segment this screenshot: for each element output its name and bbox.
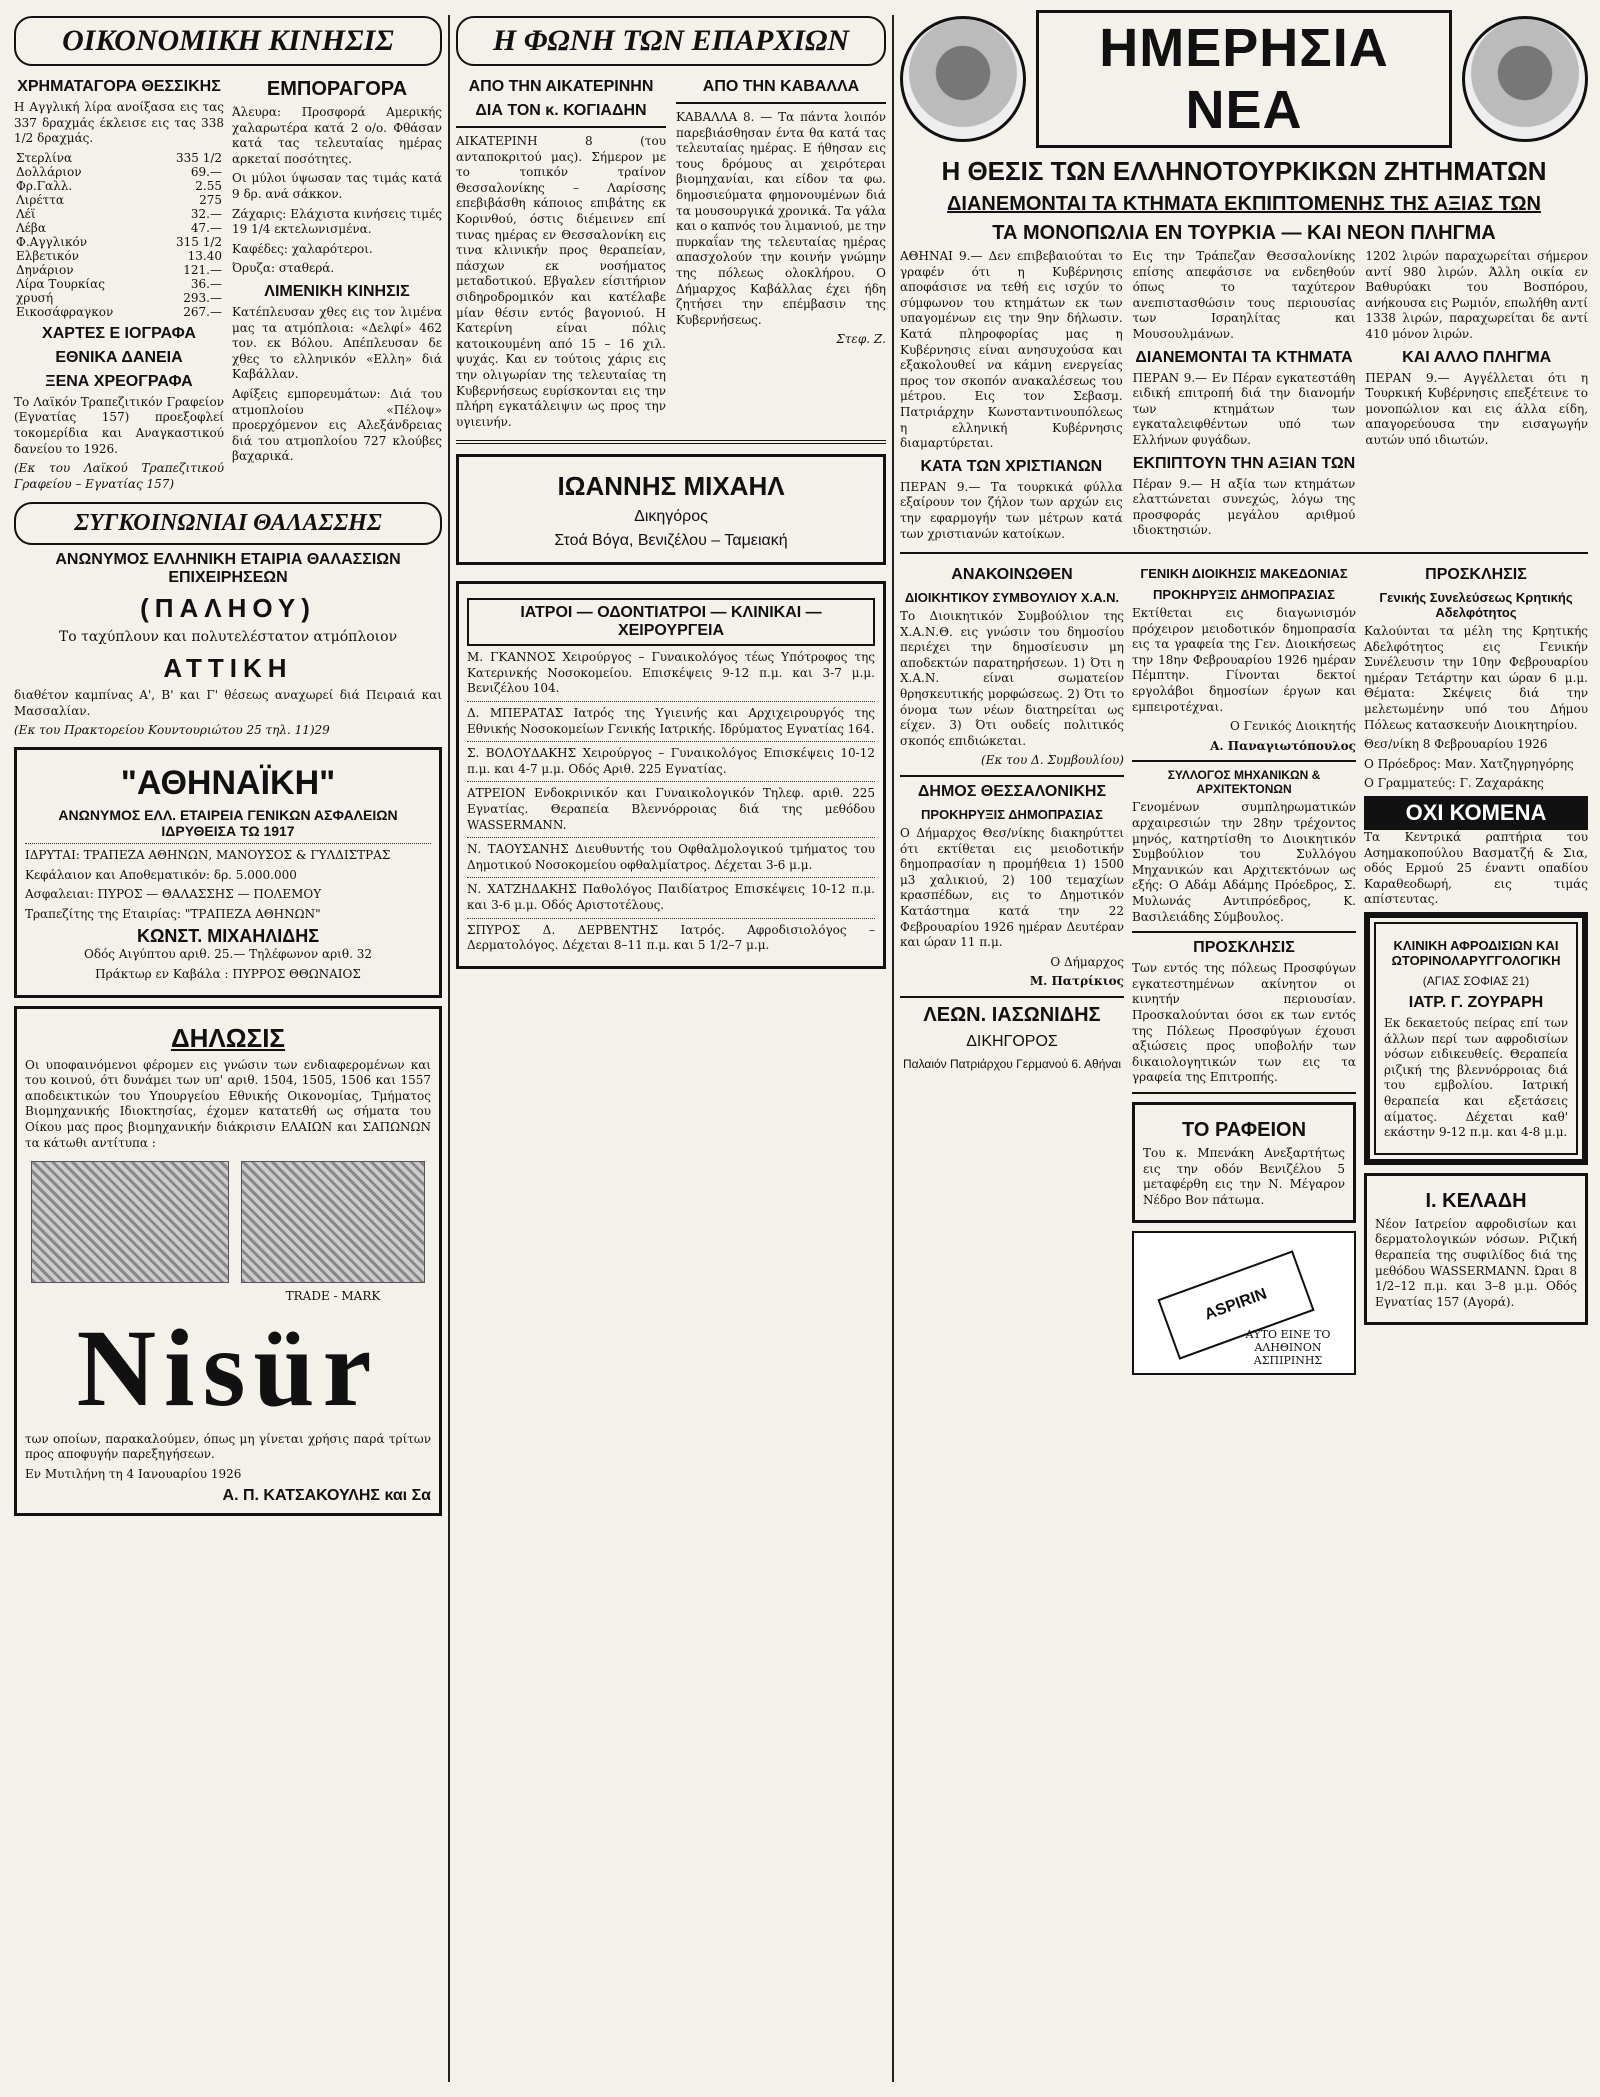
list-item: Ν. ΧΑΤΖΗΔΑΚΗΣ Παθολόγος Παιδίατρος Επισκέψεις 10-12 π.μ. και 3-6 μ.μ. Οδός Αριστοτέλους. (467, 882, 875, 912)
aspirin-ad (1132, 1231, 1356, 1375)
declaration-title: ΔΗΛΩΣΙΣ (170, 1022, 286, 1053)
announcement-subtitle: ΔΙΟΙΚΗΤΙΚΟΥ ΣΥΜΒΟΥΛΙΟΥ Χ.Α.Ν. (904, 590, 1120, 606)
trade-mark-label: TRADE - MARK (285, 1289, 381, 1304)
engineers-text: Γενομένων συμπληρωματικών αρχαιρεσιών την 28ην τρέχοντος μηνός, κατηρτίσθη το Διοικητικόν Συμβούλιον του Συλλόγου Μηχανικών και Αρχιτεκτόνων ως εξής: Ο Αδάμ Αδάμης Πρόεδρος, Σ. Μυλωνάς Αντιπρόεδρος, Κ. Βασιλειάδης Σύμβουλος. (1132, 800, 1356, 924)
table-row: Λιρέττα 275 (16, 192, 222, 207)
invitation-text: Των εντός της πόλεως Προσφύγων εγκατεστημένων ακίνητον οι κινητήν περιουσίαν. Προσκαλούνται όσοι εκ των εντός της Πόλεως Προσφύγων έχουσι αξιώσεις προς υποβολήν των δικαιολογητικών των εις τα γραφεία της Επιτροπής. (1132, 961, 1356, 1085)
table-row: Φ.Αγγλικόν 315 1/2 (16, 234, 222, 249)
list-item: Μ. ΓΚΑΝΝΟΣ Χειρούργος – Γυναικολόγος τέως Υπότροφος της Κατερινκής Νοσοκομείου. Επισκέψεις 9-12 π.μ. και 3-7 μ.μ. Βενιζέλου 104. (467, 650, 875, 696)
clinic-ad (1364, 912, 1588, 1165)
section-text: ΠΕΡΑΝ 9.— Τα τουρκικά φύλλα εξαίρουν τον ζήλον των αρχών εις την εφαρμογήν των μέτρων κατά των χριστιανών κατοίκων. (900, 479, 1123, 541)
lawyer-address: Στοά Βόγα, Βενιζέλου – Ταμειακή (554, 532, 788, 550)
section-title: ΔΙΑΝΕΜΟΝΤΑΙ ΤΑ ΚΤΗΜΑΤΑ (1135, 348, 1353, 366)
lawyer2-title: ΔΙΚΗΓΟΡΟΣ (966, 1032, 1058, 1050)
shipping-company: ΑΝΩΝΥΜΟΣ ΕΛΛΗΝΙΚΗ ΕΤΑΙΡΙΑ ΘΑΛΑΣΣΙΩΝ ΕΠΙΧΕΙΡΗΣΕΩΝ (55, 551, 401, 587)
convention-subtitle: Γενικής Συνελεύσεως Κρητικής Αδελφότητος (1379, 590, 1573, 621)
shipping-details: διαθέτον καμπίνας Α', Β' και Γ' θέσεως αναχωρεί διά Πειραιά και Μασσαλίαν. (14, 688, 442, 718)
macedonia-text: Εκτίθεται εις διαγωνισμόν πρόχειρον μειοδοτικόν δημοπρασία εις τα γραφεία της Γεν. Διοικήσεως την 18ην Φεβρουαρίου 1926 ημέραν Πέμπτην. Γίνονται δεκτοί εργολάβοι δημοσίων έργων και εμπειροτέχναι. (1132, 606, 1356, 714)
lawyer2-name: ΛΕΩΝ. ΙΑΣΩΝΙΔΗΣ (923, 1003, 1101, 1026)
section-text: 1202 λιρών παραχωρείται σήμερον αντί 980 λιρών. Άλλη οικία εν Βαθυρύακι του Βοσπόρου, ανήκουσα εις Ρωμιόν, επωλήθη αντί 1338 λιρών, παραχωρείται δε αντί 410 μόνον λιρών. (1365, 249, 1588, 341)
insurance-founded: ΙΔΡΥΘΕΙΣΑ ΤΩ 1917 (161, 823, 295, 840)
provinces-banner: Η ΦΩΝΗ ΤΩΝ ΕΠΑΡΧΙΩΝ (456, 16, 886, 66)
declaration-signature: Α. Π. ΚΑΤΣΑΚΟΥΛΗΣ και Σα (222, 1486, 431, 1504)
market-section (14, 72, 224, 496)
commerce-text: Όρυζα: σταθερά. (232, 261, 335, 276)
table-row: Στερλίνα 335 1/2 (16, 150, 222, 165)
lawyer-title: Δικηγόρος (634, 508, 708, 526)
bank-note: Το Λαϊκόν Τραπεζιτικόν Γραφείον (Εγνατίας 157) προεξοφλεί τοκομερίδια και Αναγκαστικού δανείου το 1926. (14, 394, 224, 456)
section-text: Εις την Τράπεζαν Θεσσαλονίκης επίσης απεφάσισε να ενδεηθούν όπως το ταχύτερον ανεπιστασθώσιν τους περιουσίας των Ισραηλίτας και Μουσουλμάνων. (1132, 249, 1356, 341)
invitation-title: ΠΡΟΣΚΛΗΣΙΣ (1193, 939, 1295, 957)
convention-president: Ο Πρόεδρος: Μαν. Χατζηγρηγόρης (1364, 756, 1574, 771)
insurance-ad (14, 747, 442, 998)
list-item: Σ. ΒΟΛΟΥΔΑΚΗΣ Χειρούργος – Γυναικολόγος Επισκέψεις 10-12 π.μ. και 4-7 μ.μ. Οδός Αριθ. 225 Εγνατίας. (467, 746, 875, 776)
municipal-title: ΔΗΜΟΣ ΘΕΣΣΑΛΟΝΙΚΗΣ (917, 783, 1107, 801)
commerce-title: ΕΜΠΟΡΑΓΟΡΑ (266, 78, 408, 100)
shipping-source: (Εκ του Πρακτορείου Κουντουριώτου 25 τηλ. 11)29 (14, 723, 330, 738)
list-item: Ν. ΤΑΟΥΣΑΝΗΣ Διευθυντής του Οφθαλμολογικού τμήματος του Δημοτικού Νοσοκομείου οφθαλμίατρος. Δέχεται 3-6 μ.μ. (467, 842, 875, 872)
lawyer2-address: Παλαιόν Πατριάρχου Γερμανού 6. Αθήναι (902, 1056, 1122, 1071)
table-row: Εικοσάφραγκον 267.— (16, 304, 222, 319)
clinic-text: Εκ δεκαετούς πείρας επί των άλλων περί των αφροδισίων νόσων ειδικευθείς. Θεραπεία ριζική της βλεννόρροιας διά του εμβολίου. Ιατρική θεραπεία και εξετάσεις αίματος. Δέχεται καθ' εκάστην 9-12 π.μ. και 4-8 μ.μ. (1384, 1016, 1568, 1140)
commerce-text: Οι μύλοι ύψωσαν τας τιμάς κατά 9 δρ. ανά σάκκον. (232, 171, 442, 201)
katerini-subtitle: ΔΙΑ ΤΟΝ κ. ΚΟΓΙΑΔΗΝ (475, 102, 647, 119)
lawyer-name: ΙΩΑΝΝΗΣ ΜΙΧΑΗΛ (557, 471, 785, 502)
main-headline: Η ΘΕΣΙΣ ΤΩΝ ΕΛΛΗΝΟΤΟΥΡΚΙΚΩΝ ΖΗΤΗΜΑΤΩΝ (941, 156, 1547, 186)
macedonia-title: ΓΕΝΙΚΗ ΔΙΟΙΚΗΣΙΣ ΜΑΚΕΔΟΝΙΑΣ (1140, 566, 1348, 582)
insurance-address: Οδός Αιγύπτου αριθ. 25.— Τηλέφωνον αριθ. 32 (84, 947, 372, 962)
announcement-text: Το Διοικητικόν Συμβούλιον της Χ.Α.Ν.Θ. εις γνώσιν του δημοσίου περιέχει την δημοσίευσιν μη αποδεκτών παρατηρήσεων. 1) Ότι η Χ.Α.Ν. είναι σωματείον θρησκευτικής μορφώσεως. 2) Ότι το όνομα των νέων διατηρείται ως είχεν. 3) Ότι ουδείς πολιτικός σκοπός επιδιώκεται. (900, 609, 1124, 748)
insurance-capital: Κεφάλαιον και Αποθεματικόν: δρ. 5.000.000 (25, 867, 297, 882)
tailor-title: ΤΟ ΡΑΦΕΙΟΝ (1181, 1118, 1307, 1141)
harbor-title: ΛΙΜΕΝΙΚΗ ΚΙΝΗΣΙΣ (264, 282, 410, 300)
tailor-text: Του κ. Μπενάκη Ανεξαρτήτως εις την οδόν Βενιζέλου 5 μεταφέρθη εις την Ν. Μέγαρον Νέδρο Βον πάτωμα. (1143, 1145, 1345, 1207)
table-row: Λέϊ 32.— (16, 206, 222, 221)
convention-title: ΠΡΟΣΚΛΗΣΙΣ (1425, 566, 1527, 584)
harbor-text: Κατέπλευσαν χθες εις τον λιμένα μας τα ατμόπλοια: «Δελφί» 462 τον. εκ Βόλου. Απέπλευσαν δε χθες το ελληνικόν «Ελλη» διά Καβάλλαν. (232, 304, 442, 382)
column-divider (448, 15, 450, 2082)
list-item: ΑΤΡΕΙΟΝ Ενδοκρινικόν και Γυναικολογικόν Τηλεφ. αριθ. 225 Εγνατίας. Θεραπεία Βλεννόρροιας διά της μεθόδου WASSERMANN. (467, 786, 875, 832)
market-title: ΧΡΗΜΑΤΑΓΟΡΑ ΘΕΣΣΙΚΗΣ (17, 78, 221, 95)
municipal-name: Μ. Πατρίκιος (1029, 974, 1124, 989)
keladi-ad (1364, 1173, 1588, 1326)
clinic-address: (ΑΓΙΑΣ ΣΟΦΙΑΣ 21) (1422, 974, 1530, 988)
insurance-types: Ασφαλειαι: ΠΥΡΟΣ — ΘΑΛΑΣΣΗΣ — ΠΟΛΕΜΟΥ (25, 887, 322, 902)
section-text: Πέραν 9.— Η αξία των κτημάτων ελαττώνεται συνεχώς, λόγω της προσφοράς μεγάλου αριθμού ιδιοκτησιών. (1132, 476, 1356, 538)
insurance-sub: ΑΝΩΝΥΜΟΣ ΕΛΛ. ΕΤΑΙΡΕΙΑ ΓΕΝΙΚΩΝ ΑΣΦΑΛΕΙΩΝ (58, 807, 398, 824)
column-main (900, 10, 1588, 2087)
bonds-title: ΧΑΡΤΕΣ Ε ΙΟΓΡΑΦΑ (42, 324, 196, 342)
table-row: Λέβα 47.— (16, 220, 222, 235)
katerini-title: ΑΠΟ ΤΗΝ ΑΙΚΑΤΕΡΙΝΗΝ (468, 78, 654, 95)
loans-title: ΕΘΝΙΚΑ ΔΑΝΕΙΑ (55, 348, 183, 366)
column-provinces (456, 10, 886, 2087)
insurance-agent: ΚΩΝΣΤ. ΜΙΧΑΗΛΙΔΗΣ (137, 926, 319, 947)
municipal-signature: Ο Δήμαρχος (1050, 954, 1124, 969)
section-text: ΠΕΡΑΝ 9.— Εν Πέραν εγκατεστάθη ειδική επιτροπή διά την διανομήν των κτημάτων των εγκαταλειφθέντων υπό των Ελλήνων φυγάδων. (1132, 370, 1356, 447)
keladi-title: Ι. ΚΕΛΑΔΗ (1425, 1189, 1527, 1212)
lawyer-ad (456, 454, 886, 565)
right-ads-section (1364, 560, 1588, 1375)
municipal-subtitle: ΠΡΟΚΗΡΥΞΙΣ ΔΗΜΟΠΡΑΣΙΑΣ (921, 807, 1103, 823)
doctors-directory (456, 581, 886, 969)
insurance-founders: ΙΔΡΥΤΑΙ: ΤΡΑΠΕΖΑ ΑΘΗΝΩΝ, ΜΑΝΟΥΣΟΣ & ΓΥΛΔΙΣΤΡΑΣ (25, 848, 391, 863)
clinic-title: ΚΛΙΝΙΚΗ ΑΦΡΟΔΙΣΙΩΝ ΚΑΙ ΩΤΟΡΙΝΟΛΑΡΥΓΓΟΛΟΓΙΚΗ (1391, 938, 1561, 968)
convention-text: Καλούνται τα μέλη της Κρητικής Αδελφότητος εις Γενικήν Συνέλευσιν την 10ην Φεβρουαρίου ημέραν Τετάρτην και ώραν 6 μ.μ. Θέματα: Σκέψεις διά την μελετωμένην υπό του Δήμου Πόλεως κατασκευήν Διοικητηρίου. (1364, 624, 1588, 732)
list-item: Δ. ΜΠΕΡΑΤΑΣ Ιατρός της Υγιεινής και Αρχιχειρουργός της Εθνικής Νοσοκομείων Γενικής Ιατρικής. Ιδρύματος Εγνατίας 164. (467, 706, 875, 736)
municipal-text: Ο Δήμαρχος Θεσ/νίκης διακηρύττει ότι εκτίθεται εις μειοδοτικήν δημοπρασίαν η προμήθεια 1) 1500 μ3 χαλικιού, 2) 100 τεμαχίων κρασπέδων, εις το Δημοτικόν Κατάστημα κατά την 22 Φεβρουαρίου 1926 ημέραν Δευτέραν και ώραν 11 π.μ. (900, 826, 1124, 950)
column-divider (892, 15, 894, 2082)
tailor-ad (1132, 1102, 1356, 1223)
announcement-signature: (Εκ του Δ. Συμβουλίου) (981, 753, 1124, 768)
masthead: ΗΜΕΡΗΣΙΑ ΝΕΑ (1036, 10, 1452, 148)
not-comma-text: Τα Κεντρικά ραπτήρια του Ασημακοπούλου Βασματζή & Σια, οδός Ερμού 25 έναντι οπαδίου Καραθεοδωρή, εις τιμάς απίστευτας. (1364, 830, 1588, 907)
sub-headline: ΤΑ ΜΟΝΟΠΩΛΙΑ ΕΝ ΤΟΥΡΚΙΑ — ΚΑΙ ΝΕΟΝ ΠΛΗΓΜΑ (992, 222, 1496, 244)
insurance-name: "ΑΘΗΝΑΪΚΗ" (120, 764, 336, 803)
kavala-text: ΚΑΒΑΛΛΑ 8. — Τα πάντα λοιπόν παρεβιάσθησαν έντα θα κατά τας τελευταίας ημέρας. Ε ήθησαν εις τους δρόμους αι χειρότεραι βιομηχανίαι, και είδον τα φω. δημοσιεύματα φημονουμένων διά τα μουσουργικά χρονικά. Τα γάλα και ο καπνός του λιμανιού, με την πυρκαΐαν της τελευταίας ημέρας απασχολούν την κοινήν γνώμην της πόλεως ολοκλήρου. Ο Δήμαρχος Καβάλλας έχει ήδη ζητήσει την επέμβασιν της Κυβερνήσεως. (676, 110, 886, 327)
philip-emblem-image (900, 16, 1026, 142)
sub-headline: ΔΙΑΝΕΜΟΝΤΑΙ ΤΑ ΚΤΗΜΑΤΑ ΕΚΠΙΠΤΟΜΕΝΗΣ ΤΗΣ ΑΞΙΑΣ ΤΩΝ (947, 193, 1541, 215)
lion-logo-image (31, 1161, 229, 1283)
convention-date: Θεσ/νίκη 8 Φεβρουαρίου 1926 (1364, 737, 1548, 752)
insurance-bank: Τραπεζίτης της Εταιρίας: "ΤΡΑΠΕΖΑ ΑΘΗΝΩΝ" (25, 906, 321, 921)
shares-title: ΞΕΝΑ ΧΡΕΟΓΡΑΦΑ (45, 372, 193, 390)
macedonia-section (1132, 560, 1356, 1375)
bank-note-source: (Εκ του Λαϊκού Τραπεζιτικού Γραφείου – Εγνατίας 157) (14, 461, 224, 491)
section-text: ΠΕΡΑΝ 9.— Αγγέλλεται ότι η Τουρκική Κυβέρνησις επεξέτεινε το μονοπώλιον και εις άλλα είδη, απαγορεύουσα την εισαγωγήν αυτών υπό ιδιωτών. (1365, 370, 1588, 447)
convention-secretary: Ο Γραμματεύς: Γ. Ζαχαράκης (1364, 776, 1544, 791)
nisur-brand: Nisür (76, 1306, 380, 1429)
aspirin-box: ASPIRIN (1157, 1251, 1314, 1360)
kavala-title: ΑΠΟ ΤΗΝ ΚΑΒΑΛΛΑ (702, 78, 860, 95)
macedonia-signature: Ο Γενικός Διοικητής (1230, 719, 1356, 734)
section-title: ΚΑΤΑ ΤΩΝ ΧΡΙΣΤΙΑΝΩΝ (920, 457, 1103, 475)
commerce-text: Καφέδες: χαλαρότεροι. (232, 241, 373, 256)
clinic-doctor: ΙΑΤΡ. Γ. ΖΟΥΡΑΡΗ (1408, 994, 1544, 1011)
currency-table (14, 151, 224, 319)
table-row: Ελβετικόν 13.40 (16, 248, 222, 263)
declaration-date: Εν Μυτιλήνη τη 4 Ιανουαρίου 1926 (25, 1466, 242, 1481)
katerini-text: ΑΙΚΑΤΕΡΙΝΗ 8 (του ανταποκριτού μας). Σήμερον με το τοπικόν τραίνον Θεσσαλονίκης – Λαρίσσης επεβιβάσθη κάποιος επιβάτης εκ Κορινθού, όστις διέμεινεν επί τινας ημέρας εν Θεσσαλονίκη εις τινα κλινικήν προς θεραπείαν, πάσχων εκ νοσήματος μεταδοτικού. Εβγαλεν είσιτήριον σιδηροδρομικόν και κατέλαβε μίαν θέσιν εντός βαγονιού. Η Κατερίνη είναι πόλις κατοικουμένη από 15 – 16 χιλ. ψυχάς. Και εν τούτοις χάρις εις την ολιγωρίαν της τελευταίας τη Κυβερνήσεως ευρίσκονται εις την πλήρη εγκατάλειψιν ως προς την υγιεινήν. (456, 134, 666, 429)
table-row: Δολλάριον 69.— (16, 164, 222, 179)
doctors-title: ΙΑΤΡΟΙ — ΟΔΟΝΤΙΑΤΡΟΙ — ΚΛΙΝΙΚΑΙ — ΧΕΙΡΟΥΡΓΕΙΑ (467, 598, 875, 646)
macedonia-name: Α. Παναγιωτόπουλος (1210, 738, 1356, 753)
announcement-section (900, 560, 1124, 1375)
economic-banner: ΟΙΚΟΝΟΜΙΚΗ ΚΙΝΗΣΙΣ (14, 16, 442, 66)
article-signature: Στεφ. Ζ. (836, 332, 886, 347)
declaration-text: Οι υποφαινόμενοι φέρομεν εις γνώσιν των ενδιαφερομένων και του κοινού, ότι δυνάμει των υπ' αριθ. 1504, 1505, 1506 και 1557 αποδεικτικών του Υπουργείου Εθνικής Οικονομίας, Τμήματος Βιομηχανικής Ιδιοκτησίας, έχομεν κατατεθή ως σήματα του Οίκου μας προς βιομηχανικήν διάκρισιν ΕΛΑΙΩΝ και ΣΑΠΩΝΩΝ τα κάτωθι αντίτυπα : (25, 1057, 431, 1150)
lion-logo-image (241, 1161, 425, 1283)
commerce-section (232, 72, 442, 496)
commerce-text: Ζάχαρις: Ελάχιστα κινήσεις τιμές 19 1/4 εκτελωνισμένα. (232, 206, 442, 237)
declaration-footer: των οποίων, παρακαλούμεν, όπως μη γίνεται χρήσις παρά τρίτων προς αποφυγήν παρεξηγήσεων. (25, 1431, 431, 1462)
shipping-text: Το ταχύπλουν και πολυτελέστατον ατμόπλοιον (58, 629, 398, 646)
shipping-brand: (ΠΑΛΗΟΥ) (140, 593, 316, 624)
table-row: χρυσή 293.— (16, 290, 222, 305)
shipping-banner: ΣΥΓΚΟΙΝΩΝΙΑΙ ΘΑΛΑΣΣΗΣ (14, 502, 442, 545)
lead-text: ΑΘΗΝΑΙ 9.— Δεν επιβεβαιούται το γραφέν ότι η Κυβέρνησις αποφάσισε να τεθή εις ισχύν το σύμφωνον του κτημάτων εκ των υπαγομένων εις την 9ην δήλωσιν. Κατά πληροφορίας μας η Κυβέρνησις είναι ανησυχούσα και εξακολουθεί να κάμνη ενεργείας προς τον σκοπόν ανακαλέσεως του μέτρου. Εις τον Σεβασμ. Πατριάρχην Κωνσταντινουπόλεως η ελληνική Κυβέρνησις διαμαρτύρεται. (900, 249, 1123, 451)
table-row: Φρ.Γαλλ. 2.55 (16, 178, 222, 193)
alexander-emblem-image (1462, 16, 1588, 142)
ship-name: ΑΤΤΙΚΗ (163, 653, 293, 684)
section-title: ΕΚΠΙΠΤΟΥΝ ΤΗΝ ΑΞΙΑΝ ΤΩΝ (1132, 454, 1356, 472)
aspirin-caption: ΑΥΤΟ ΕΙΝΕ ΤΟ ΑΛΗΘΙΝΟΝ ΑΣΠΙΡΙΝΗΣ (1245, 1328, 1331, 1368)
keladi-text: Νέον Ιατρείον αφροδισίων και δερματολογικών νόσων. Ριζική θεραπεία της συφιλίδος διά της μεθόδου WASSERMANN. Ώραι 8 1/2–12 π.μ. και 3–8 μ.μ. Οδός Εγνατίας 157 (Αγορά). (1375, 1216, 1577, 1309)
not-comma-title: ΟΧΙ ΚΟΜΕΝΑ (1364, 796, 1588, 830)
insurance-kavala: Πράκτωρ εν Καβάλα : ΠΥΡΡΟΣ ΘΘΩΝΑΙΟΣ (95, 966, 361, 981)
table-row: Λίρα Τουρκίας 36.— (16, 276, 222, 291)
engineers-title: ΣΥΛΛΟΓΟΣ ΜΗΧΑΝΙΚΩΝ & ΑΡΧΙΤΕΚΤΟΝΩΝ (1167, 768, 1321, 797)
market-intro: Η Αγγλική λίρα ανοίξασα εις τας 337 δραχμάς έκλεισε εις τας 338 1/2 δραχμάς. (14, 100, 224, 146)
column-economic (14, 10, 442, 2087)
macedonia-subtitle: ΠΡΟΚΗΡΥΞΙΣ ΔΗΜΟΠΡΑΣΙΑΣ (1153, 587, 1335, 603)
section-title: ΚΑΙ ΑΛΛΟ ΠΛΗΓΜΑ (1402, 348, 1552, 366)
announcement-title: ΑΝΑΚΟΙΝΩΘΕΝ (951, 566, 1073, 584)
declaration-ad (14, 1006, 442, 1516)
arrivals-text: Αφίξεις εμπορευμάτων: Διά του ατμοπλοίου «Πέλοψ» προερχόμενον εις Αλεξάνδρειας διά του ατμοπλοίου 727 κλούβες βαχαρικά. (232, 386, 442, 464)
list-item: ΣΠΥΡΟΣ Δ. ΔΕΡΒΕΝΤΗΣ Ιατρός. Αφροδισιολόγος – Δερματολόγος. Δέχεται 8–11 π.μ. και 5 1/2–7 μ.μ. (467, 922, 875, 953)
commerce-text: Άλευρα: Προσφορά Αμερικής χαλαρωτέρα κατά 2 ο/ο. Φθάσαν κατά τας τελευταίας ημέρας αρκεταί ποσότητες. (232, 105, 442, 166)
table-row: Δηνάριον 121.— (16, 262, 222, 277)
